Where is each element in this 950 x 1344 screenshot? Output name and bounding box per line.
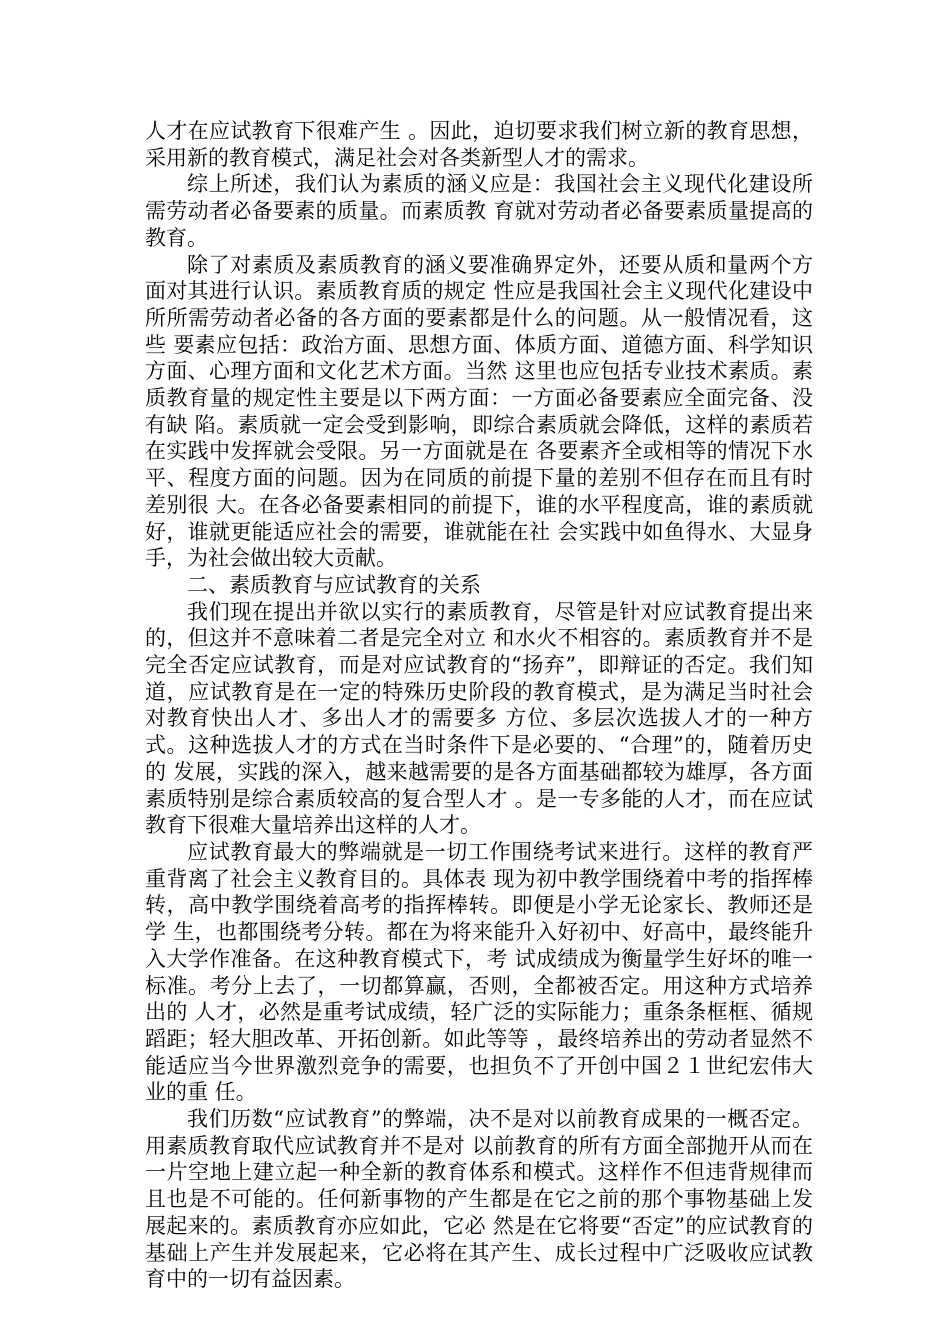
paragraph-exam-drawbacks: 应试教育最大的弊端就是一切工作围绕考试来进行。这样的教育严重背离了社会主义教育目的。具体表 现为初中教学围绕着中考的指挥棒转，高中教学围绕着高考的指挥棒转。即便是小学无论家长、教师还是学 生，也都围绕考分转。都在为将来能升入好初中、好高中，最终能升入大学作准备。在这种教育模式下，考 试成绩成为衡量学生好坏的唯一标准。考分上去了，一切都算赢，否则，全都被否定。用这种方式培养出的 人才，必然是重考试成绩，轻广泛的实际能力；重条条框框、循规蹈距；轻大胆改革、开拓创新。如此等等 ，最终培养出的劳动者显然不能适应当今世界激烈竞争的需要，也担负不了开创中国２１世纪宏伟大业的重 任。 bbox=[145, 839, 813, 1105]
paragraph-relationship: 我们现在提出并欲以实行的素质教育，尽管是针对应试教育提出来的，但这并不意味着二者是完全对立 和水火不相容的。素质教育并不是完全否定应试教育，而是对应试教育的“扬弃”，即辩证的否定。我们知 道，应试教育是在一定的特殊历史阶段的教育模式，是为满足当时社会对教育快出人才、多出人才的需要多 方位、多层次选拔人才的一种方式。这种选拔人才的方式在当时条件下是必要的、“合理”的，随着历史的 发展，实践的深入，越来越需要的是各方面基础都较为雄厚，各方面素质特别是综合素质较高的复合型人才 。是一专多能的人才，而在应试教育下很难大量培养出这样的人才。 bbox=[145, 599, 813, 838]
paragraph-continuation: 人才在应试教育下很难产生 。因此，迫切要求我们树立新的教育思想，采用新的教育模式，满足社会对各类新型人才的需求。 bbox=[145, 119, 813, 170]
paragraph-definition-summary: 综上所述，我们认为素质的涵义应是：我国社会主义现代化建设所需劳动者必备要素的质量。而素质教 育就对劳动者必备要素质量提高的教育。 bbox=[145, 172, 813, 250]
section-heading: 二、素质教育与应试教育的关系 bbox=[187, 572, 481, 597]
paragraph-not-negation: 我们历数“应试教育”的弊端，决不是对以前教育成果的一概否定。用素质教育取代应试教育并不是对 以前教育的所有方面全部抛开从而在一片空地上建立起一种全新的教育体系和模式。这样作不但违背规律而 且也是不可能的。任何新事物的产生都是在它之前的那个事物基础上发展起来的。素质教育亦应如此，它必 然是在它将要“否定”的应试教育的基础上产生并发展起来，它必将在其产生、成长过程中广泛吸收应试教 育中的一切有益因素。 bbox=[145, 1107, 813, 1292]
document-page bbox=[145, 118, 813, 1293]
paragraph-quality-quantity: 除了对素质及素质教育的涵义要准确界定外，还要从质和量两个方面对其进行认识。素质教育质的规定 性应是我国社会主义现代化建设中所所需劳动者必备的各方面的要素都是什么的问题。从一般情况看，这些 要素应包括：政治方面、思想方面、体质方面、道德方面、科学知识方面、心理方面和文化艺术方面。当然 这里也应包括专业技术素质。素质教育量的规定性主要是以下两方面：一方面必备要素应全面完备、没有缺 陷。素质就一定会受到影响，即综合素质就会降低，这样的素质若在实践中发挥就会受限。另一方面就是在 各要素齐全或相等的情况下水平、程度方面的问题。因为在同质的前提下量的差别不但存在而且有时差别很 大。在各必备要素相同的前提下，谁的水平程度高，谁的素质就好，谁就更能适应社会的需要，谁就能在社 会实践中如鱼得水、大显身手，为社会做出较大贡献。 bbox=[145, 252, 813, 571]
